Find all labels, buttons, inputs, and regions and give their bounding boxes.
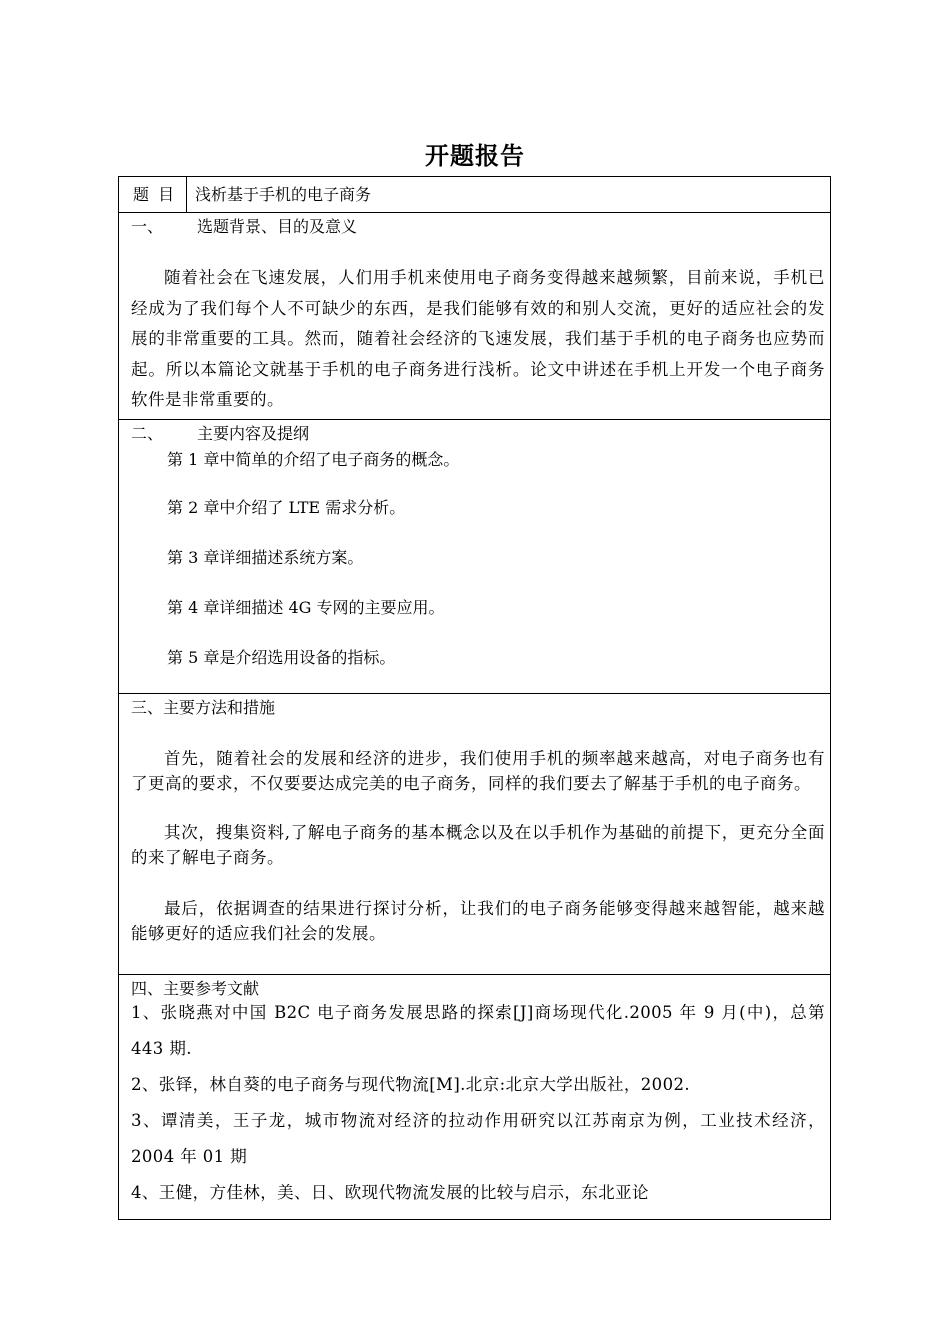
section-heading: 主要内容及提纲 (197, 424, 310, 443)
proposal-table (118, 176, 831, 1220)
method-paragraph: 最后，依据调查的结果进行探讨分析，让我们的电子商务能够变得越来越智能，越来越能够更好的适应我们社会的发展。 (131, 899, 825, 943)
section-heading: 三、主要方法和措施 (131, 698, 276, 717)
topic-value: 浅析基于手机的电子商务 (195, 185, 372, 204)
topic-divider (186, 177, 187, 212)
topic-row (119, 177, 830, 212)
section-heading: 四、主要参考文献 (131, 979, 260, 998)
reference-item: 3、谭清美，王子龙，城市物流对经济的拉动作用研究以江苏南京为例，工业技术经济，2004 年 01 期 (131, 1111, 825, 1166)
page-title: 开题报告 (425, 141, 525, 170)
section-heading-number: 二、 (131, 424, 164, 443)
chapter-item: 第 2 章中介绍了 LTE 需求分析。 (167, 498, 406, 517)
topic-label: 题 目 (133, 185, 177, 204)
method-paragraph: 首先，随着社会的发展和经济的进步，我们使用手机的频率越来越高，对电子商务也有了更高的要求，不仅要要达成完美的电子商务，同样的我们要去了解基于手机的电子商务。 (131, 749, 825, 793)
background-paragraph: 随着社会在飞速发展，人们用手机来使用电子商务变得越来越频繁，目前来说，手机已经成为了我们每个人不可缺少的东西，是我们能够有效的和别人交流，更好的适应社会的发展的非常重要的工具。然而，随着社会经济的飞速发展，我们基于手机的电子商务也应势而起。所以本篇论文就基于手机的电子商务进行浅析。论文中讲述在手机上开发一个电子商务软件是非常重要的。 (131, 268, 825, 409)
reference-item: 4、王健，方佳林，美、日、欧现代物流发展的比较与启示，东北亚论 (131, 1183, 649, 1202)
reference-item: 1、张晓燕对中国 B2C 电子商务发展思路的探索[J]商场现代化.2005 年 9 月(中)，总第 443 期. (131, 1003, 825, 1058)
section-heading: 选题背景、目的及意义 (197, 217, 358, 236)
chapter-item: 第 4 章详细描述 4G 专网的主要应用。 (167, 598, 445, 617)
chapter-item: 第 1 章中简单的介绍了电子商务的概念。 (167, 450, 460, 469)
section-methods (119, 693, 830, 974)
section-background (119, 212, 830, 419)
reference-item: 2、张铎，林自葵的电子商务与现代物流[M].北京:北京大学出版社，2002. (131, 1075, 691, 1094)
section-references (119, 974, 830, 1221)
section-outline (119, 419, 830, 693)
section-heading-number: 一、 (131, 217, 164, 236)
chapter-item: 第 5 章是介绍选用设备的指标。 (167, 648, 396, 667)
chapter-item: 第 3 章详细描述系统方案。 (167, 548, 364, 567)
method-paragraph: 其次，搜集资料,了解电子商务的基本概念以及在以手机作为基础的前提下，更充分全面的来了解电子商务。 (131, 823, 825, 867)
